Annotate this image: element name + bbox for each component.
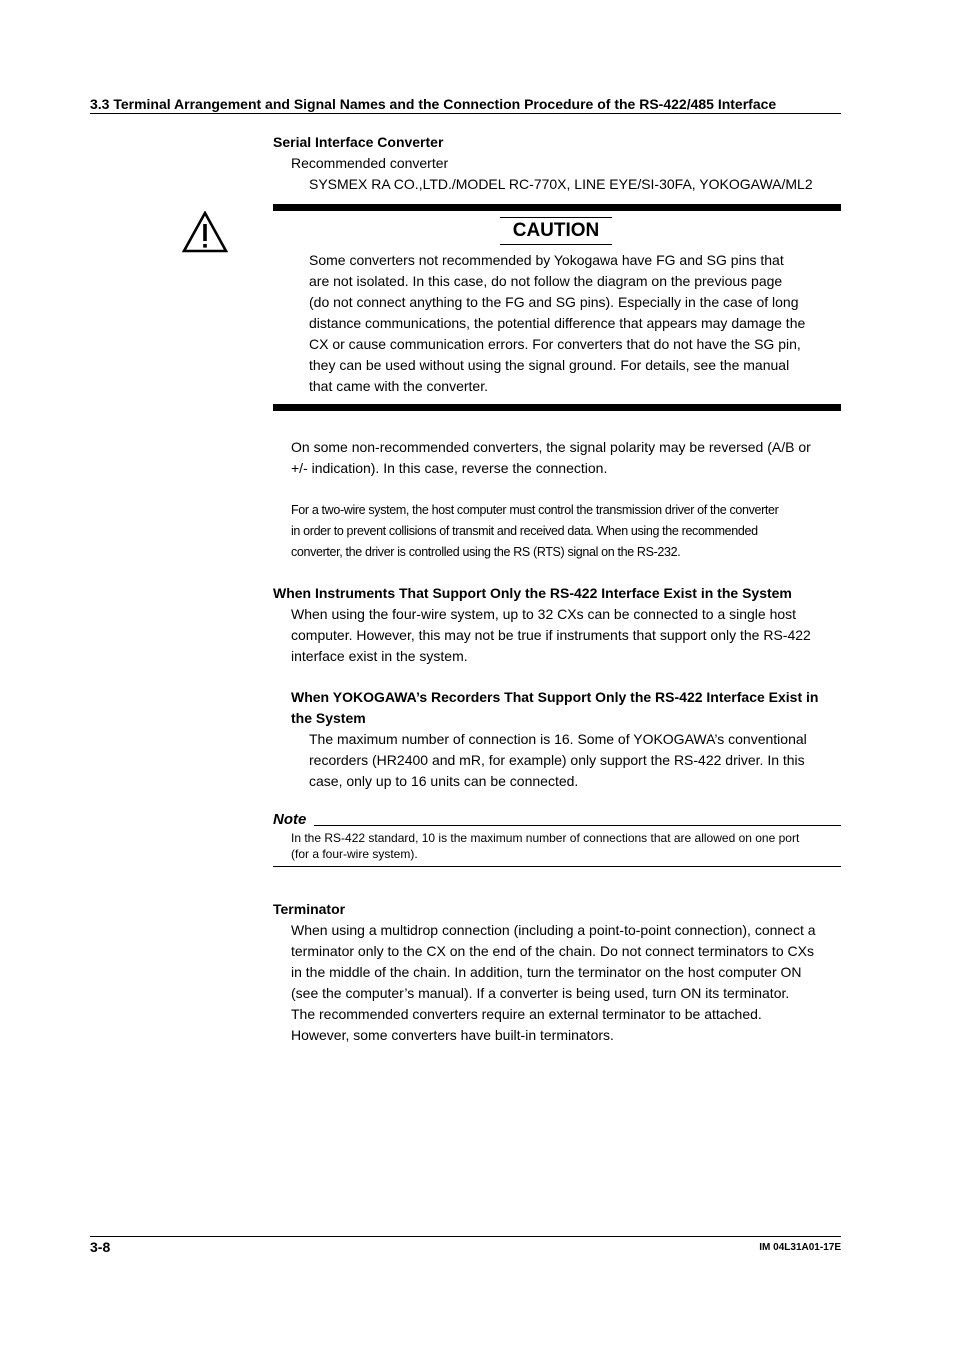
caution-line: that came with the converter. [309, 378, 488, 394]
paragraph-line: case, only up to 16 units can be connected. [309, 773, 579, 789]
caution-top-bar [273, 204, 841, 211]
note-line: (for a four-wire system). [291, 847, 418, 861]
note-text [291, 830, 841, 862]
recommended-converter-models: SYSMEX RA CO.,LTD./MODEL RC-770X, LINE EYE/SI-30FA, YOKOGAWA/ML2 [309, 176, 813, 192]
two-wire-paragraph [291, 500, 841, 563]
paragraph-line: On some non-recommended converters, the signal polarity may be reversed (A/B or [291, 439, 811, 455]
warning-triangle-icon [182, 211, 228, 253]
rs422-only-heading: When Instruments That Support Only the RS-422 Interface Exist in the System [273, 585, 792, 601]
header-divider [90, 113, 841, 114]
recommended-converter-label: Recommended converter [291, 155, 449, 171]
rs422-only-paragraph [291, 604, 841, 667]
paragraph-line: in the middle of the chain. In addition, turn the terminator on the host computer ON [291, 964, 802, 980]
paragraph-line: However, some converters have built-in terminators. [291, 1027, 614, 1043]
yokogawa-recorders-paragraph [309, 729, 841, 792]
heading-line: the System [291, 710, 366, 726]
paragraph-line: interface exist in the system. [291, 648, 468, 664]
caution-title: CAUTION [500, 217, 612, 245]
document-id: IM 04L31A01-17E [759, 1242, 841, 1253]
paragraph-line: converter, the driver is controlled using the RS (RTS) signal on the RS-232. [291, 545, 681, 559]
caution-line: CX or cause communication errors. For converters that do not have the SG pin, [309, 336, 801, 352]
caution-line: Some converters not recommended by Yokogawa have FG and SG pins that [309, 252, 784, 268]
polarity-paragraph [291, 437, 841, 479]
note-label: Note [273, 811, 307, 828]
paragraph-line: When using the four-wire system, up to 32 CXs can be connected to a single host [291, 606, 797, 622]
paragraph-line: The recommended converters require an external terminator to be attached. [291, 1006, 762, 1022]
caution-text [309, 250, 841, 397]
paragraph-line: The maximum number of connection is 16. Some of YOKOGAWA’s conventional [309, 731, 807, 747]
paragraph-line: computer. However, this may not be true if instruments that support only the RS-422 [291, 627, 811, 643]
page-number: 3-8 [90, 1239, 111, 1255]
paragraph-line: When using a multidrop connection (including a point-to-point connection), connect a [291, 922, 816, 938]
paragraph-line: in order to prevent collisions of transmit and received data. When using the recommended [291, 524, 758, 538]
heading-line: When YOKOGAWA’s Recorders That Support Only the RS-422 Interface Exist in [291, 689, 819, 705]
terminator-paragraph [291, 920, 841, 1046]
paragraph-line: (see the computer’s manual). If a converter is being used, turn ON its terminator. [291, 985, 790, 1001]
paragraph-line: For a two-wire system, the host computer must control the transmission driver of the converter [291, 503, 779, 517]
caution-line: are not isolated. In this case, do not follow the diagram on the previous page [309, 273, 783, 289]
caution-line: (do not connect anything to the FG and SG pins). Especially in the case of long [309, 294, 799, 310]
caution-line: they can be used without using the signal ground. For details, see the manual [309, 357, 790, 373]
yokogawa-recorders-heading [291, 687, 841, 729]
paragraph-line: +/- indication). In this case, reverse the connection. [291, 460, 608, 476]
section-title: 3.3 Terminal Arrangement and Signal Names and the Connection Procedure of the RS-422/485 Interface [90, 96, 777, 112]
serial-converter-heading: Serial Interface Converter [273, 134, 444, 150]
terminator-heading: Terminator [273, 901, 346, 917]
paragraph-line: recorders (HR2400 and mR, for example) only support the RS-422 driver. In this [309, 752, 805, 768]
caution-bottom-bar [273, 404, 841, 411]
caution-line: distance communications, the potential difference that appears may damage the [309, 315, 806, 331]
note-bottom-rule [273, 866, 841, 867]
footer-divider [90, 1236, 841, 1237]
paragraph-line: terminator only to the CX on the end of the chain. Do not connect terminators to CXs [291, 943, 814, 959]
note-line: In the RS-422 standard, 10 is the maximum number of connections that are allowed on one port [291, 831, 800, 845]
note-top-rule [314, 825, 841, 826]
